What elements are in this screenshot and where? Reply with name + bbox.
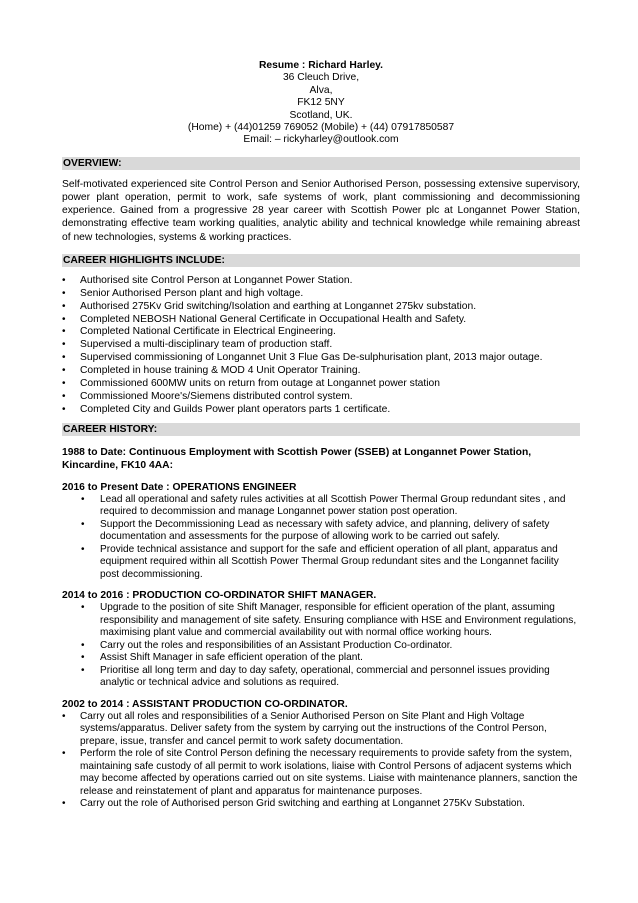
resume-header [62, 60, 580, 147]
resume-title: Resume : Richard Harley. [259, 60, 383, 71]
list-item: • Perform the role of site Control Person defining the necessary requirements to provide safety from the system, maintaining safe custody of all permit to work isolations, liaise with Control Persons of adjacent systems which may become affected by operations carried out on site systems. Liaise with maintenance planners, sanction the release and reinstatement of plant and apparatus for maintenance purposes. [62, 748, 580, 798]
phone-numbers: (Home) + (44)01259 769052 (Mobile) + (44) 07917850587 [187, 122, 455, 134]
resume-page [62, 60, 580, 811]
list-item: • Lead all operational and safety rules activities at all Scottish Power Thermal Group redundant sites , and required to decommission and manage Longannet power station post operation. [62, 494, 580, 519]
list-item: • Commissioned Moore's/Siemens distributed control system. [62, 391, 580, 404]
list-item: • Senior Authorised Person plant and high voltage. [62, 288, 580, 301]
list-item: • Completed National Certificate in Electrical Engineering. [62, 326, 580, 339]
list-item: • Prioritise all long term and day to day safety, operational, commercial and personnel issues providing analytic or technical advice and solutions as required. [62, 665, 580, 690]
list-item: • Supervised a multi-disciplinary team of production staff. [62, 339, 580, 352]
list-item: • Provide technical assistance and support for the safe and efficient operation of all plant, apparatus and equipment required within all Scottish Power Thermal Group redundant sites and the Longannet facility post decommissioning. [62, 544, 580, 582]
role-2-title: 2014 to 2016 : PRODUCTION CO-ORDINATOR SHIFT MANAGER. [62, 590, 377, 602]
role-3-list [62, 711, 580, 811]
role-1-title: 2016 to Present Date : OPERATIONS ENGINEER [62, 481, 297, 493]
list-item: • Authorised site Control Person at Longannet Power Station. [62, 275, 580, 288]
list-item: • Carry out the roles and responsibilities of an Assistant Production Co-ordinator. [62, 640, 580, 653]
list-item: • Supervised commissioning of Longannet Unit 3 Flue Gas De-sulphurisation plant, 2013 major outage. [62, 352, 580, 365]
overview-text: Self-motivated experienced site Control Person and Senior Authorised Person, possessing extensive supervisory, power plant operation, permit to work, safe systems of work, plant commissioning and decommissioning experience. Gained from a progressive 28 year career with Scottish Power plc at Longannet Power Station, demonstrating effective team working qualities, analytic ability and technical knowledge while remaining abreast of new technologies, systems & working practices. [62, 178, 580, 243]
email-line: Email: – rickyharley@outlook.com [243, 134, 399, 146]
address-line-3: FK12 5NY [297, 97, 345, 109]
history-heading: CAREER HISTORY: [62, 423, 580, 436]
list-item: • Completed NEBOSH National General Certificate in Occupational Health and Safety. [62, 314, 580, 327]
overview-heading: OVERVIEW: [62, 157, 580, 170]
list-item: • Support the Decommissioning Lead as necessary with safety advice, and planning, delivery of safety documentation and assessments for the purpose of allowing work to be carried out safely. [62, 519, 580, 544]
highlights-list [62, 275, 580, 417]
list-item: • Carry out the role of Authorised person Grid switching and earthing at Longannet 275Kv Substation. [62, 798, 580, 811]
role-1-list [62, 494, 580, 582]
list-item: • Assist Shift Manager in safe efficient operation of the plant. [62, 652, 580, 665]
list-item: • Carry out all roles and responsibilities of a Senior Authorised Person on Site Plant and High Voltage systems/apparatus. Deliver safety from the system by carrying out the instructions of the Control Person, prepare, issue, transfer and cancel permit to work safety documentation. [62, 711, 580, 749]
list-item: • Completed City and Guilds Power plant operators parts 1 certificate. [62, 404, 580, 417]
address-line-4: Scotland, UK. [289, 109, 353, 121]
employment-summary: 1988 to Date: Continuous Employment with Scottish Power (SSEB) at Longannet Power Station, Kincardine, FK10 4AA: [62, 446, 532, 471]
list-item: • Completed in house training & MOD 4 Unit Operator Training. [62, 365, 580, 378]
highlights-heading: CAREER HIGHLIGHTS INCLUDE: [62, 254, 580, 267]
list-item: • Upgrade to the position of site Shift Manager, responsible for efficient operation of the plant, assuming responsibility and management of site safety. Ensuring compliance with HSE and Environment regulations, maximising plant value and commercial availability out with normal office working hours. [62, 602, 580, 640]
role-2-list [62, 602, 580, 690]
address-line-2: Alva, [309, 84, 333, 96]
list-item: • Commissioned 600MW units on return from outage at Longannet power station [62, 378, 580, 391]
address-line-1: 36 Cleuch Drive, [282, 72, 360, 84]
list-item: • Authorised 275Kv Grid switching/Isolation and earthing at Longannet 275kv substation. [62, 301, 580, 314]
role-3-title: 2002 to 2014 : ASSISTANT PRODUCTION CO-ORDINATOR. [62, 698, 348, 710]
